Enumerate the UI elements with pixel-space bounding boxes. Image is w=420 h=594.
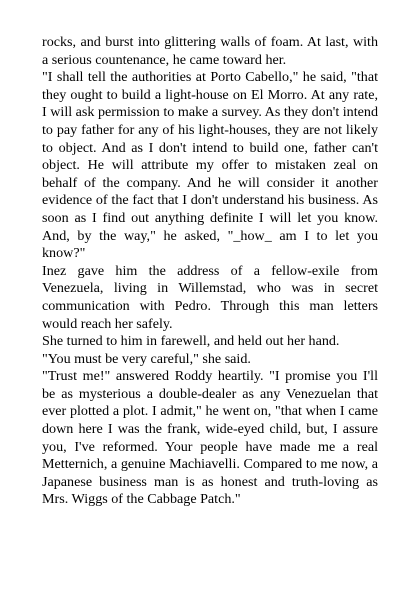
paragraph-1: rocks, and burst into glittering walls of foam. At last, with a serious countenance, he came toward her. [42, 34, 378, 68]
paragraph-6: "Trust me!" answered Roddy heartily. "I promise you I'll be as mysterious a double-dealer as any Venezuelan that ever plotted a plot. I admit," he went on, "that when I came down here I was the frank, wide-eyed child, but, I assure you, I've reformed. Your people have made me a real Metternich, a genuine Machiavelli. Compared to me now, a Japanese business man is as honest and truth-loving as Mrs. Wiggs of the Cabbage Patch." [42, 368, 378, 508]
paragraph-5: "You must be very careful," she said. [42, 350, 251, 367]
paragraph-4: She turned to him in farewell, and held out her hand. [42, 333, 340, 350]
paragraph-3: Inez gave him the address of a fellow-exile from Venezuela, living in Willemstad, who was in secret communication with Pedro. Through this man letters would reach her safely. [42, 262, 378, 332]
paragraph-2: "I shall tell the authorities at Porto Cabello," he said, "that they ought to build a light-house on El Morro. At any rate, I will ask permission to make a survey. As they don't intend to pay father for any of his light-houses, they are not likely to object. And as I don't intend to build one, father can't object. He will attribute my offer to mistaken zeal on behalf of the company. And he will consider it another evidence of the fact that I don't understand his business. As soon as I find out anything definite I will let you know. And, by the way," he asked, "_how_ am I to let you know?" [42, 69, 378, 262]
book-page [42, 34, 378, 509]
